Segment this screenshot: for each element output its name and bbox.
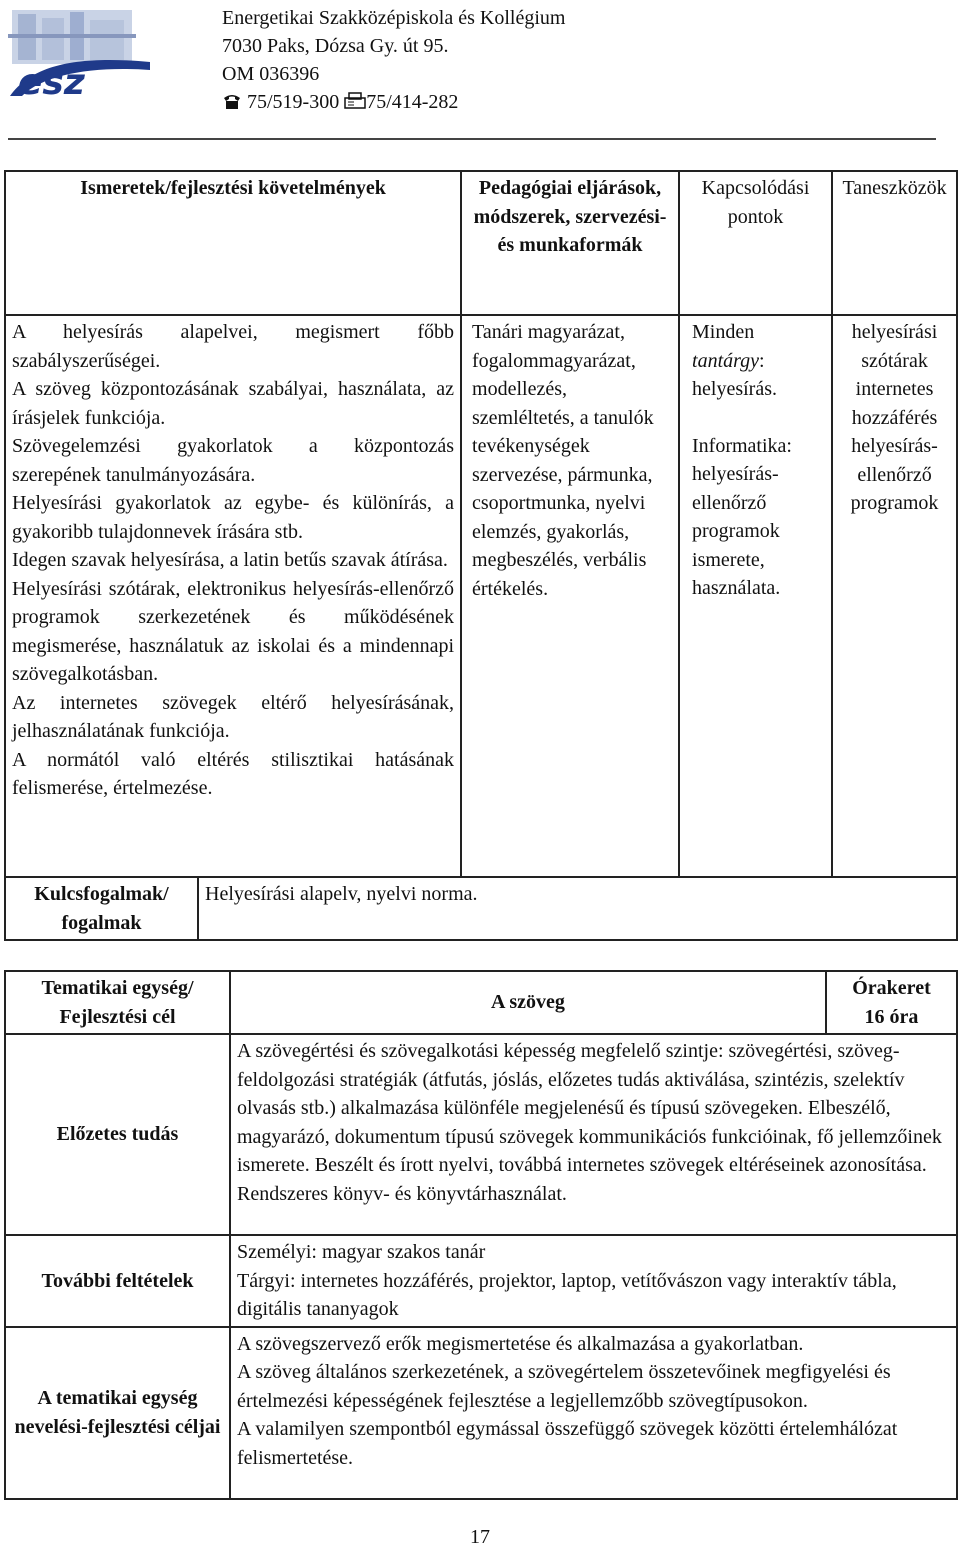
header-ismeretek: Ismeretek/fejlesztési követelmények xyxy=(5,171,461,315)
thematic-header-row xyxy=(5,971,957,1034)
school-name: Energetikai Szakközépiskola és Kollégium xyxy=(222,7,566,29)
tools-text: helyesírási szótárak internetes hozzáférés helyesírás-ellenőrző programok xyxy=(832,315,957,877)
goals-text xyxy=(230,1327,957,1499)
header-taneszkozok: Taneszközök xyxy=(832,171,957,315)
conditions-personal: Személyi: magyar szakos tanár xyxy=(237,1241,486,1263)
connection-colon: : xyxy=(759,349,765,372)
requirement-item: Szövegelemzési gyakorlatok a központozás szerepének tanulmányozására. xyxy=(12,435,455,486)
requirements-content-row xyxy=(5,315,957,877)
hours-cell xyxy=(826,971,957,1034)
keyconcepts-label: Kulcsfogalmak/ fogalmak xyxy=(5,877,198,940)
conditions-label: További feltételek xyxy=(5,1235,230,1327)
goals-label: A tematikai egység nevelési-fejlesztési céljai xyxy=(5,1327,230,1499)
goal-item: A valamilyen szempontból egymással összefüggő szövegek közötti értelemhálózat felismertetése. xyxy=(237,1418,898,1469)
requirement-item: A helyesírás alapelvei, megismert főbb szabályszerűségei. xyxy=(12,321,455,372)
methods-text: Tanári magyarázat, fogalommagyarázat, modellezés, szemléltetés, a tanulók tevékenységek szervezése, pármunka, csoportmunka, nyelvi elemzés, gyakorlás, megbeszélés, verbális értékelés. xyxy=(461,315,679,877)
connection-minden: Minden xyxy=(692,321,755,343)
header-divider xyxy=(8,138,936,140)
requirements-header-row xyxy=(5,171,957,315)
prior-knowledge-label: Előzetes tudás xyxy=(5,1034,230,1235)
connection-points xyxy=(679,315,832,877)
phone-number: 75/519-300 xyxy=(247,91,340,113)
requirement-item: Az internetes szövegek eltérő helyesírásának, jelhasználatának funkciója. xyxy=(12,691,455,742)
goal-item: A szövegszervező erők megismertetése és alkalmazása a gyakorlatban. xyxy=(237,1332,804,1355)
school-logo xyxy=(4,4,156,102)
connection-informatika: Informatika: helyesírás-ellenőrző programok ismerete, használata. xyxy=(692,434,792,599)
keyconcepts-value: Helyesírási alapelv, nyelvi norma. xyxy=(198,877,957,940)
header-pedagogiai: Pedagógiai eljárások, módszerek, szervezési- és munkaformák xyxy=(461,171,679,315)
keyconcepts-row xyxy=(5,877,957,940)
thematic-topic: A szöveg xyxy=(230,971,826,1034)
phone-icon xyxy=(222,92,242,110)
connection-tantargy: tantárgy xyxy=(692,349,760,372)
hours-value: 16 óra xyxy=(864,1005,919,1028)
connection-helyesiras: helyesírás. xyxy=(692,378,777,400)
requirement-item: Helyesírási gyakorlatok az egybe- és különírás, a gyakoribb tulajdonnevek írására stb. xyxy=(12,492,455,543)
page-number: 17 xyxy=(470,1526,490,1548)
hours-label: Órakeret xyxy=(852,977,931,999)
thematic-label: Tematikai egység/ Fejlesztési cél xyxy=(5,971,230,1034)
logo-text: esz xyxy=(18,62,85,102)
header-kapcsolodasi: Kapcsolódási pontok xyxy=(679,171,832,315)
om-number: OM 036396 xyxy=(222,63,320,85)
school-address: 7030 Paks, Dózsa Gy. út 95. xyxy=(222,35,449,57)
fax-number: 75/414-282 xyxy=(366,91,459,113)
goals-row xyxy=(5,1327,957,1499)
requirements-list xyxy=(5,315,461,877)
conditions-row xyxy=(5,1235,957,1327)
requirement-item: Helyesírási szótárak, elektronikus helyesírás-ellenőrző programok szerkezetének és működésének megismerése, használatuk az iskolai és a mindennapi szövegalkotásban. xyxy=(12,577,455,685)
requirements-table xyxy=(4,170,958,941)
requirement-item: Idegen szavak helyesírása, a latin betűs szavak átírása. xyxy=(12,549,448,571)
conditions-material: Tárgyi: internetes hozzáférés, projektor, laptop, vetítővászon vagy interaktív tábla, digitális tananyagok xyxy=(237,1269,897,1320)
prior-knowledge-text: A szövegértési és szövegalkotási képesség megfelelő szintje: szövegértési, szöveg-feldolgozási stratégiák (átfutás, jóslás, előzetes tudás aktiválása, szintézis, szelektív olvasás stb.) alkalmazása különféle megjelenésű és típusú szövegeken. Elbeszélő, magyarázó, dokumentum típusú szövegek kommunikációs funkcióinak, fő jellemzőinek ismerete. Beszélt és írott nyelvi, továbbá internetes szövegek eltéréseinek azonosítása. Rendszeres könyv- és könyvtárhasználat. xyxy=(230,1034,957,1235)
requirement-item: A szöveg központozásának szabályai, használata, az írásjelek funkciója. xyxy=(12,378,455,429)
contact-line xyxy=(222,88,458,116)
goal-item: A szöveg általános szerkezetének, a szövegértelem összetevőinek megfigyelési és értelmezési képességének fejlesztése a legjellemzőbb szövegtípusokon. xyxy=(237,1361,891,1412)
requirement-item: A normától való eltérés stilisztikai hatásának felismerése, értelmezése. xyxy=(12,748,455,799)
conditions-text xyxy=(230,1235,957,1327)
prior-knowledge-row xyxy=(5,1034,957,1235)
thematic-unit-table xyxy=(4,970,958,1500)
fax-icon xyxy=(344,92,366,110)
